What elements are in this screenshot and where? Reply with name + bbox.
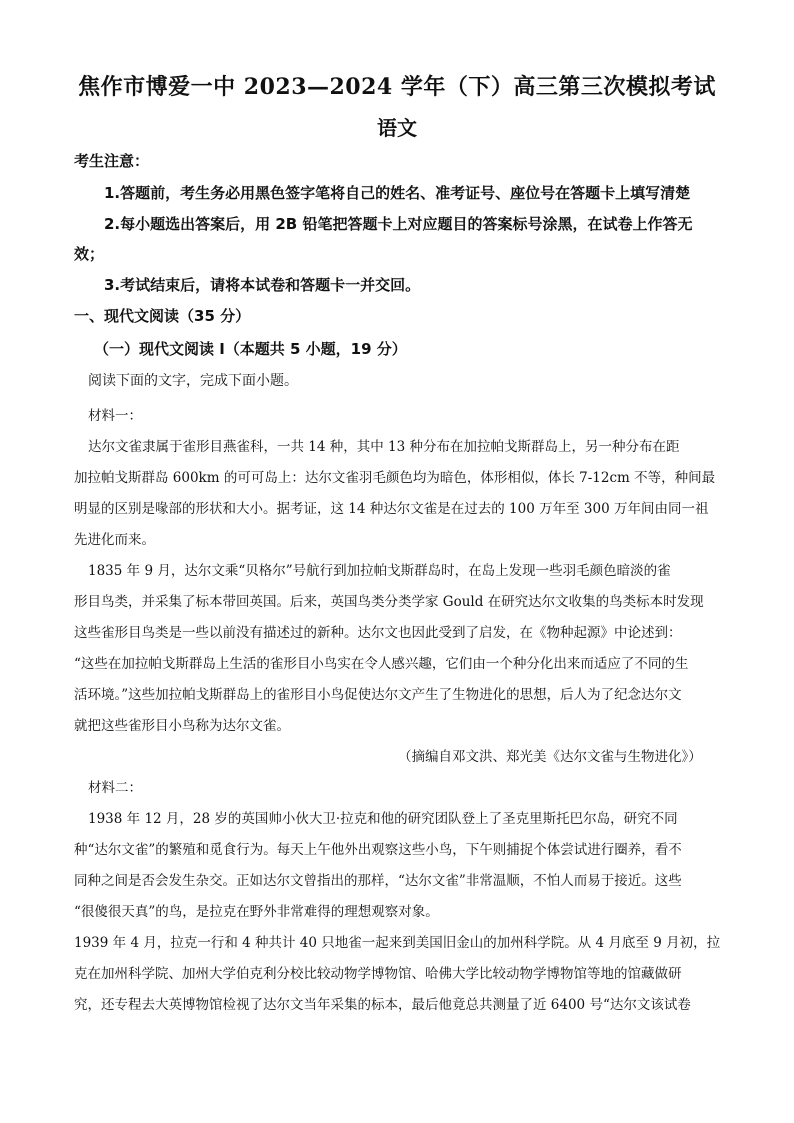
material-1-line: 明显的区别是喙部的形状和大小。据考证，这 14 种达尔文雀是在过去的 100 万年至 300 万年间由同一祖 [74,501,709,517]
subject-title: 语文 [377,116,417,140]
notice-item-3: 3.考试结束后，请将本试卷和答题卡一并交回。 [104,276,421,294]
section-heading: 一、现代文阅读（35 分） [74,307,251,325]
notice-item-2: 2.每小题选出答案后，用 2B 铅笔把答题卡上对应题目的答案标号涂黑，在试卷上作答无 [104,215,693,233]
material-1-line: 就把这些雀形目小鸟称为达尔文雀。 [74,718,290,734]
material-2-label: 材料二： [88,780,142,796]
material-2-line: 同种之间是否会发生杂交。正如达尔文曾指出的那样，“达尔文雀”非常温顺，不怕人而易于接近。这些 [74,873,682,889]
material-2-line: “很傻很天真”的鸟，是拉克在野外非常难得的理想观察对象。 [74,904,439,920]
subsection-heading: （一）现代文阅读 I（本题共 5 小题，19 分） [94,340,407,358]
notice-heading: 考生注意： [74,152,150,170]
material-1-line: 活环境。”这些加拉帕戈斯群岛上的雀形目小鸟促使达尔文产生了生物进化的思想，后人为了纪念达尔文 [74,687,682,703]
material-2-line: 1938 年 12 月，28 岁的英国帅小伙大卫·拉克和他的研究团队登上了圣克里斯托巴尔岛，研究不同 [88,811,678,827]
instruction-text: 阅读下面的文字，完成下面小题。 [88,373,298,389]
exam-title: 焦作市博爱一中 2023—2024 学年（下）高三第三次模拟考试 [78,74,716,100]
material-1-line: 先进化而来。 [74,532,155,548]
notice-item-2-cont: 效； [74,245,105,263]
notice-item-1: 1.答题前，考生务必用黑色签字笔将自己的姓名、准考证号、座位号在答题卡上填写清楚 [104,184,691,202]
material-2-line: 克在加州科学院、加州大学伯克利分校比较动物学博物馆、哈佛大学比较动物学博物馆等地的馆藏做研 [74,966,682,982]
material-2-line: 种“达尔文雀”的繁殖和觅食行为。每天上午他外出观察这些小鸟，下午则捕捉个体尝试进行圈养，看不 [74,842,682,858]
material-2-line: 1939 年 4 月，拉克一行和 4 种共计 40 只地雀一起来到美国旧金山的加州科学院。从 4 月底至 9 月初，拉 [74,935,721,951]
material-1-line: 1835 年 9 月，达尔文乘“贝格尔”号航行到加拉帕戈斯群岛时，在岛上发现一些羽毛颜色暗淡的雀 [88,563,671,579]
material-2-line: 究，还专程去大英博物馆检视了达尔文当年采集的标本，最后他竟总共测量了近 6400 号“达尔文该试卷 [74,997,691,1013]
material-1-source: （摘编自邓文洪、郑光美《达尔文雀与生物进化》） [398,749,702,765]
material-1-line: 形目鸟类，并采集了标本带回英国。后来，英国鸟类分类学家 Gould 在研究达尔文收集的鸟类标本时发现 [74,594,704,610]
material-1-line: “这些在加拉帕戈斯群岛上生活的雀形目小鸟实在令人感兴趣，它们由一个种分化出来而适应了不同的生 [74,656,689,672]
material-1-line: 达尔文雀隶属于雀形目燕雀科，一共 14 种，其中 13 种分布在加拉帕戈斯群岛上，另一种分布在距 [88,439,680,455]
material-1-line: 这些雀形目鸟类是一些以前没有描述过的新种。达尔文也因此受到了启发，在《物种起源》中论述到： [74,625,682,641]
material-1-line: 加拉帕戈斯群岛 600km 的可可岛上：达尔文雀羽毛颜色均为暗色，体形相似，体长 7-12cm 不等，种间最 [74,470,716,486]
material-1-label: 材料一： [88,408,142,424]
